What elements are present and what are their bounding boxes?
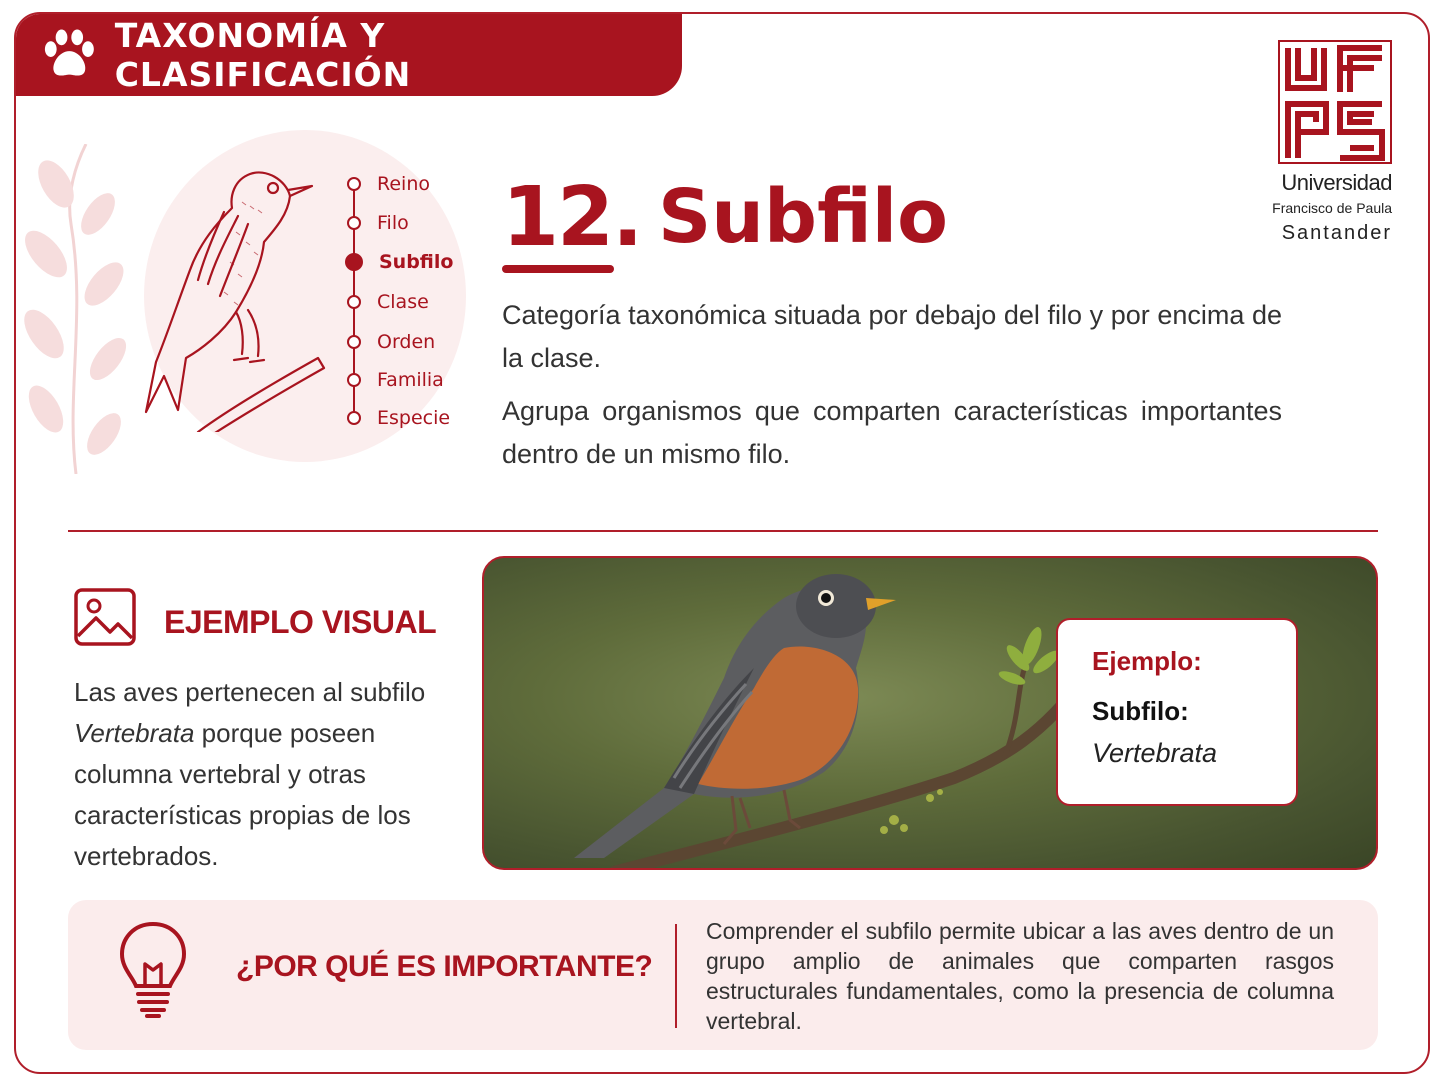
importance-text: Comprender el subfilo permite ubicar a las aves dentro de un grupo amplio de animales que comparten rasgos estructurales fundamentales, como la presencia de columna vertebral. xyxy=(706,918,1334,1034)
logo-name-line: Francisco de Paula xyxy=(1272,200,1392,216)
taxonomy-dot xyxy=(347,411,361,425)
example-text-italic: Vertebrata xyxy=(74,718,195,748)
ufps-logo xyxy=(1278,40,1392,164)
taxonomy-item-filo xyxy=(347,213,409,233)
taxonomy-item-subfilo xyxy=(347,252,453,272)
page-frame xyxy=(14,12,1430,1074)
example-heading: EJEMPLO VISUAL xyxy=(164,604,437,640)
taxonomy-item-reino xyxy=(347,174,430,194)
taxonomy-item-familia xyxy=(347,370,444,390)
taxonomy-dot-active xyxy=(345,253,363,271)
taxonomy-dot xyxy=(347,373,361,387)
taxonomy-label: Orden xyxy=(377,331,436,353)
taxonomy-label-active: Subfilo xyxy=(379,251,454,273)
example-card-label: Ejemplo: xyxy=(1092,646,1202,676)
logo-university-line: Universidad xyxy=(1281,170,1392,195)
taxonomy-item-orden xyxy=(347,332,435,352)
importance-title: ¿POR QUÉ ES IMPORTANTE? xyxy=(236,950,653,983)
importance-separator xyxy=(675,924,677,1028)
section-divider xyxy=(68,530,1378,532)
example-text-end: porque poseen columna vertebral y otras características propias de los vertebrados. xyxy=(74,718,411,871)
taxonomy-item-clase xyxy=(347,292,429,312)
taxonomy-label: Especie xyxy=(377,407,451,429)
header-banner xyxy=(16,14,682,96)
bird-sketch-illustration xyxy=(138,162,338,432)
number-underline xyxy=(502,265,614,273)
header-title: TAXONOMÍA Y CLASIFICACIÓN xyxy=(114,16,412,94)
definition-paragraph-2: Agrupa organismos que comparten características importantes dentro de un mismo filo. xyxy=(502,396,1282,469)
taxonomy-label: Clase xyxy=(377,291,429,313)
definition-paragraph-1: Categoría taxonómica situada por debajo del filo y por encima de la clase. xyxy=(502,300,1282,373)
taxonomy-dot xyxy=(347,295,361,309)
image-icon xyxy=(74,588,136,646)
example-card xyxy=(1056,618,1298,806)
importance-panel xyxy=(68,900,1378,1050)
taxonomy-label: Familia xyxy=(377,369,444,391)
example-card-value: Vertebrata xyxy=(1092,738,1218,768)
taxonomy-dot xyxy=(347,335,361,349)
taxonomy-dot xyxy=(347,177,361,191)
leaf-branch-decoration xyxy=(16,144,136,474)
taxonomy-label: Reino xyxy=(377,173,430,195)
lightbulb-icon xyxy=(118,920,188,1020)
taxonomy-item-especie xyxy=(347,408,450,428)
section-number: 12. xyxy=(502,170,642,265)
example-description xyxy=(74,672,454,877)
example-text-start: Las aves pertenecen al subfilo xyxy=(74,677,426,707)
taxonomy-dot xyxy=(347,216,361,230)
paw-icon xyxy=(40,27,99,83)
taxonomy-label: Filo xyxy=(377,212,409,234)
logo-city-line: Santander xyxy=(1281,222,1392,244)
page-title: Subfilo xyxy=(658,174,949,260)
example-card-key: Subfilo: xyxy=(1092,696,1189,726)
